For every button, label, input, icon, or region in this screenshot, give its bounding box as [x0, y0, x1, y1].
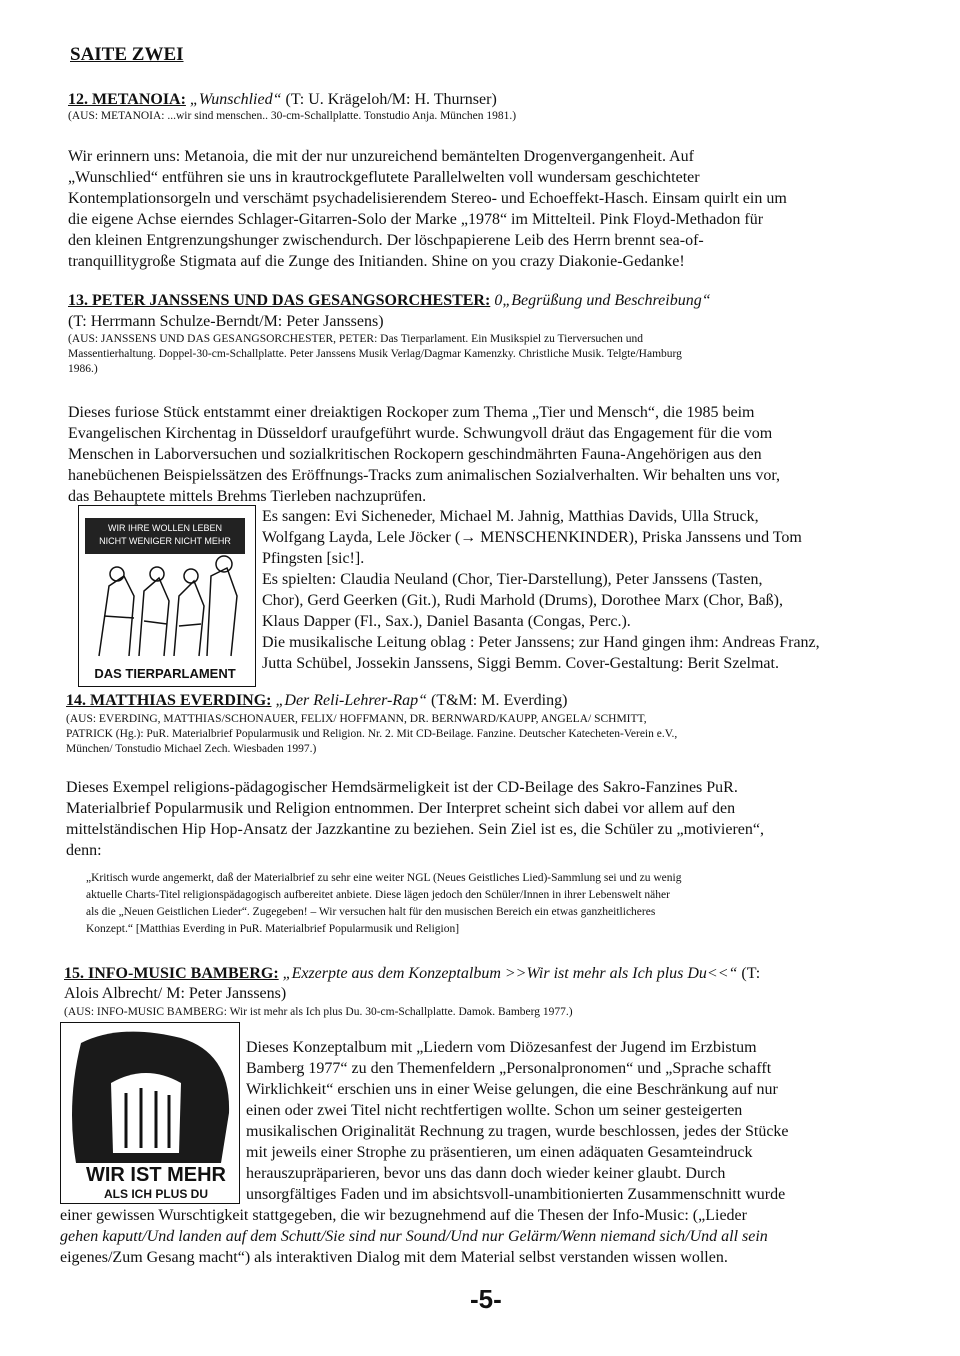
side-line: einen oder zwei Titel nicht rechtfertigen wollte. Schon um seiner gesteigerten — [246, 1102, 743, 1119]
section-13-title: 0„Begrüßung und Beschreibung“ — [494, 292, 711, 309]
body-line: „Wunschlied“ entführen sie uns in krautrockgeflutete Parallelwelten voll wundersam geschichteter — [68, 169, 700, 186]
source-line: (AUS: JANSSENS UND DAS GESANGSORCHESTER, PETER: Das Tierparlament. Ein Musikspiel zu Tierversuchen und — [68, 333, 644, 345]
quote-line: Konzept.“ [Matthias Everding in PuR. Materialbrief Popularmusik und Religion] — [86, 923, 460, 935]
credits-line: Pfingsten [sic!]. — [262, 550, 365, 567]
section-14-source — [66, 712, 677, 757]
body-line: Menschen in Laborversuchen und sozialkritischen Rockopern geschindmährten Fauna-Angehörigen aus den — [68, 446, 762, 463]
section-12-body — [68, 146, 948, 272]
side-line: Dieses Konzeptalbum mit „Liedern vom Diözesanfest der Jugend im Erzbistum — [246, 1039, 757, 1056]
section-12-source: (AUS: METANOIA: ...wir sind menschen.. 30-cm-Schallplatte. Tonstudio Anja. München 1981.) — [68, 110, 517, 122]
cover-banner-line-2: NICHT WENIGER NICHT MEHR — [99, 536, 231, 546]
credits-line: Wolfgang Layda, Lele Jöcker (→ MENSCHENKINDER), Priska Janssens und Tom — [262, 529, 802, 546]
source-line: 1986.) — [68, 363, 98, 375]
body-line: die eigene Achse eierndes Schlager-Gitarren-Solo der Marke „1978“ im Mittelteil. Pink Floyd-Methadon für — [68, 211, 764, 228]
side-line: musikalischen Originalität Rechnung zu tragen, wurde beschlossen, jedes der Stücke — [246, 1123, 789, 1140]
credits-line: Chor), Gerd Geerken (Git.), Rudi Marhold (Drums), Dorothee Marx (Chor, Baß), — [262, 592, 784, 609]
credits-line: Die musikalische Leitung oblag : Peter Janssens; zur Hand gingen ihm: Andreas Franz, — [262, 634, 820, 651]
side-line: herauszupräparieren, bevor uns das dann doch wieder keiner glaubt. Durch — [246, 1165, 726, 1182]
cover-line-1: WIR IST MEHR — [86, 1164, 226, 1186]
body-line: Materialbrief Popularmusik und Religion entnommen. Der Interpret scheint sich dabei vor allem auf den — [66, 800, 736, 817]
page-number: -5- — [470, 1284, 502, 1314]
body-line: denn: — [66, 842, 102, 859]
credits-line: Es sangen: Evi Sicheneder, Michael M. Jahnig, Matthias Davids, Ulla Struck, — [262, 508, 759, 525]
body-line: den kleinen Entgrenzungshunger zwischendurch. Der löschpapierene Leib des Herrn brennt sea-of- — [68, 232, 704, 249]
section-12-number: 12. METANOIA: — [68, 91, 186, 108]
section-15-credits-b: Alois Albrecht/ M: Peter Janssens) — [64, 985, 287, 1002]
body-line: Dieses Exempel religions-pädagogischer Hemdsärmeligkeit ist der CD-Beilage des Sakro-Fanzines PuR. — [66, 779, 738, 796]
quote-line: aktuelle Charts-Titel religionspädagogisch aufbereitet anbiete. Diese lägen jedoch den Schüler/Innen in ihrer Lebenswelt näher — [86, 889, 670, 901]
body-line: Dieses furiose Stück entstammt einer dreiaktigen Rockoper zum Thema „Tier und Mensch“, die 1985 beim — [68, 404, 755, 421]
body-line: einer gewissen Wurschtigkeit stattgegeben, die wir bezugnehmend auf die Thesen der Info-Music: („Lieder — [60, 1207, 747, 1224]
side-line: mit jeweils einer Strophe zu präsentieren, um einen adäquaten Gesamteindruck — [246, 1144, 753, 1161]
source-line: PATRICK (Hg.): PuR. Materialbrief Popularmusik und Religion. Nr. 2. Mit CD-Beilage. Fanzine. Deutscher Katecheten-Verein e.V., — [66, 728, 678, 740]
section-15-side-text — [246, 1037, 946, 1205]
section-13-number: 13. PETER JANSSENS UND DAS GESANGSORCHESTER: — [68, 292, 491, 309]
side-line: Bamberg 1977“ zu den Themenfeldern „Personalpronomen“ und „Sprache schafft — [246, 1060, 772, 1077]
section-14-title: „Der Reli-Lehrer-Rap“ — [275, 692, 428, 709]
page-title: SAITE ZWEI — [70, 44, 184, 65]
cover-banner-line-1: WIR IHRE WOLLEN LEBEN — [107, 523, 223, 533]
source-line: München/ Tonstudio Michael Zech. Wiesbaden 1997.) — [66, 743, 317, 755]
quote-line: „Kritisch wurde angemerkt, daß der Materialbrief zu sehr eine weiter NGL (Neues Geistliches Lied)-Sammlung sei und zu wenig — [86, 872, 682, 884]
section-13-heading — [68, 292, 711, 310]
body-line: Evangelischen Kirchentag in Düsseldorf uraufgeführt wurde. Schwungvoll dräut das Engagement für die vom — [68, 425, 773, 442]
credits-line: Jutta Schübel, Jossekin Janssens, Siggi Bemm. Cover-Gestaltung: Berit Szelmat. — [262, 655, 779, 672]
section-12-heading — [68, 91, 497, 109]
body-line: Kontemplationsorgeln und verschämt psychadelisierendem Stereo- und Echoeffekt-Hasch. Einsam quirlt ein um — [68, 190, 787, 207]
body-line: hanebüchenen Beispielssätzen des Eröffnungs-Tracks zum animalischen Sozialverhalten. Wir behalten uns vor, — [68, 467, 780, 484]
quote-line: als die „Neuen Geistlichen Lieder“. Zugegeben! – Wir versuchen halt für den musischen Bereich ein etwas ganzheitlicheres — [86, 906, 656, 918]
section-14-heading — [66, 692, 567, 710]
section-13-credits-list — [262, 506, 952, 674]
body-line: tranquillitygroße Stigmata auf die Zunge des Initianden. Shine on you crazy Diakonie-Gedanke! — [68, 253, 685, 270]
section-12-credits: (T: U. Krägeloh/M: H. Thurnser) — [285, 91, 497, 108]
section-15-source: (AUS: INFO-MUSIC BAMBERG: Wir ist mehr als Ich plus Du. 30-cm-Schallplatte. Damok. Bamberg 1977.) — [64, 1006, 573, 1018]
body-line: das Behauptete mittels Brehms Tierleben nachzuprüfen. — [68, 488, 427, 505]
section-13-source — [68, 332, 682, 377]
side-line: Wirklichkeit“ erschien uns in einer Weise gelungen, die eine Beschränkung auf nur — [246, 1081, 778, 1098]
section-14-credits: (T&M: M. Everding) — [431, 692, 568, 709]
section-15-number: 15. INFO-MUSIC BAMBERG: — [64, 965, 279, 982]
credits-line: Klaus Dapper (Fl., Sax.), Daniel Basanta (Congas, Perc.). — [262, 613, 631, 630]
source-line: (AUS: EVERDING, MATTHIAS/SCHONAUER, FELIX/ HOFFMANN, DR. BERNWARD/KAUPP, ANGELA/ SCHMITT, — [66, 713, 647, 725]
section-13-body — [68, 402, 948, 507]
section-14-body — [66, 777, 946, 861]
wir-ist-mehr-cover-image — [60, 1022, 240, 1204]
body-line: eigenes/Zum Gesang macht“) als interaktiven Dialog mit dem Material selbst verstanden wissen wollen. — [60, 1249, 728, 1266]
cover-label: DAS TIERPARLAMENT — [94, 666, 236, 681]
section-13-credits: (T: Herrmann Schulze-Berndt/M: Peter Janssens) — [68, 313, 384, 330]
body-line: Wir erinnern uns: Metanoia, die mit der nur unzureichend bemäntelten Drogenvergangenheit. Auf — [68, 148, 694, 165]
tierparlament-cover-image — [78, 505, 256, 687]
section-14-number: 14. MATTHIAS EVERDING: — [66, 692, 272, 709]
section-15-heading — [64, 965, 760, 983]
side-line: unsorgfältiges Faden und im absichtsvoll-unambitionierten Zusammenschnitt wurde — [246, 1186, 786, 1203]
credits-line: Es spielten: Claudia Neuland (Chor, Tier-Darstellung), Peter Janssens (Tasten, — [262, 571, 763, 588]
cover-illustration — [61, 1023, 238, 1202]
body-line: mittelständischen Hip Hop-Ansatz der Jazzkantine zu beziehen. Sein Ziel ist es, die Schüler zu „motivieren“, — [66, 821, 764, 838]
section-15-credits-a: (T: — [741, 965, 761, 982]
cover-illustration — [79, 506, 254, 685]
source-line: Massentierhaltung. Doppel-30-cm-Schallplatte. Peter Janssens Musik Verlag/Dagmar Kamenzky. Christliche Musik. Telgte/Hamburg — [68, 348, 682, 360]
section-12-title: „Wunschlied“ — [189, 91, 282, 108]
body-line: gehen kaputt/Und landen auf dem Schutt/Sie sind nur Sound/Und nur Gelärm/Wenn niemand sich/Und all sein — [60, 1228, 768, 1245]
section-14-quote — [86, 870, 946, 938]
cover-line-2: ALS ICH PLUS DU — [103, 1187, 209, 1201]
section-15-title: „Exzerpte aus dem Konzeptalbum >>Wir ist mehr als Ich plus Du<<“ — [282, 965, 738, 982]
section-15-body — [60, 1205, 950, 1268]
